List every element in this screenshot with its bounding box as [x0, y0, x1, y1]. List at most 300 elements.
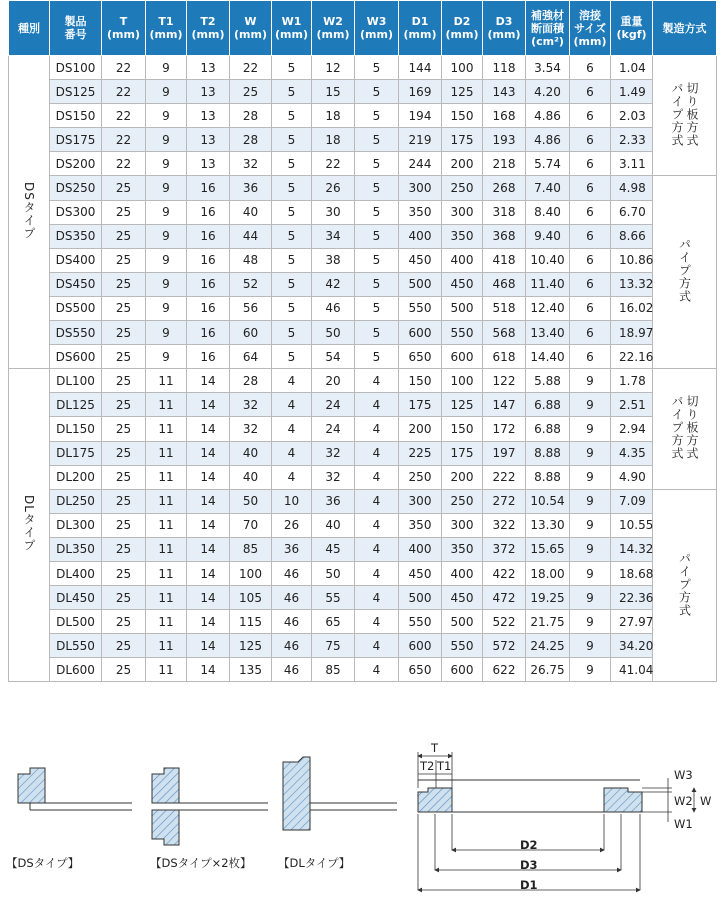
table-cell: 4: [272, 369, 312, 393]
table-cell: 24: [312, 393, 355, 417]
product-number-cell: DL400: [50, 561, 102, 585]
col-header-line: 製品: [64, 15, 87, 28]
table-row: [9, 417, 717, 441]
ds-type-x2-figure: [152, 768, 268, 845]
table-cell: 34: [312, 224, 355, 248]
table-cell: 9: [570, 513, 611, 537]
table-cell: 15: [312, 80, 355, 104]
table-cell: 9: [570, 417, 611, 441]
table-cell: 9: [146, 56, 187, 80]
table-cell: 45: [312, 537, 355, 561]
table-cell: 11: [146, 441, 187, 465]
table-cell: 400: [399, 537, 442, 561]
table-cell: 14: [187, 393, 230, 417]
table-cell: 24: [312, 417, 355, 441]
flange-diagram: [0, 730, 722, 904]
table-cell: 26.75: [526, 658, 570, 682]
table-cell: 5: [272, 345, 312, 369]
table-cell: 25: [102, 200, 146, 224]
product-number-cell: DL450: [50, 586, 102, 610]
table-cell: 25: [102, 417, 146, 441]
col-header: [312, 1, 355, 56]
col-header-line: (mm): [445, 28, 479, 41]
product-number-cell: DL250: [50, 489, 102, 513]
table-cell: 8.88: [526, 441, 570, 465]
table-cell: 25: [102, 345, 146, 369]
table-cell: 10: [272, 489, 312, 513]
table-cell: 2.94: [611, 417, 653, 441]
table-cell: 11: [146, 610, 187, 634]
table-cell: 6: [570, 224, 611, 248]
table-cell: 40: [230, 441, 272, 465]
table-cell: 9: [570, 441, 611, 465]
table-cell: 85: [312, 658, 355, 682]
table-cell: 350: [442, 537, 483, 561]
table-cell: 6: [570, 56, 611, 80]
col-header-line: W: [244, 15, 257, 28]
table-cell: 8.88: [526, 465, 570, 489]
table-row: [9, 537, 717, 561]
table-cell: 25: [102, 561, 146, 585]
table-cell: 26: [312, 176, 355, 200]
product-number-cell: DS200: [50, 152, 102, 176]
table-cell: 4: [355, 513, 399, 537]
table-cell: 500: [442, 610, 483, 634]
table-cell: 24.25: [526, 634, 570, 658]
table-cell: 65: [312, 610, 355, 634]
table-cell: 4: [355, 465, 399, 489]
table-cell: 568: [483, 321, 526, 345]
table-cell: 6.88: [526, 393, 570, 417]
product-number-cell: DS150: [50, 104, 102, 128]
product-number-cell: DS450: [50, 272, 102, 296]
col-header-line: (mm): [487, 28, 521, 41]
table-cell: 318: [483, 200, 526, 224]
table-cell: 18.97: [611, 321, 653, 345]
col-header-line: (mm): [234, 28, 267, 41]
col-header: [483, 1, 526, 56]
method-label-text: パイプ方式: [677, 238, 692, 304]
table-cell: 4: [355, 586, 399, 610]
table-cell: 225: [399, 441, 442, 465]
dim-w-label: W: [700, 794, 712, 808]
table-cell: 36: [230, 176, 272, 200]
table-cell: 125: [442, 80, 483, 104]
table-cell: 5: [272, 80, 312, 104]
method-label-text: パイプ方式: [670, 394, 684, 460]
table-row: [9, 104, 717, 128]
table-cell: 27.97: [611, 610, 653, 634]
table-cell: 115: [230, 610, 272, 634]
table-cell: 5: [272, 296, 312, 320]
table-cell: 9: [146, 176, 187, 200]
table-cell: 4.35: [611, 441, 653, 465]
table-cell: 9: [146, 128, 187, 152]
col-header-line: D1: [411, 15, 429, 28]
table-cell: 5: [355, 321, 399, 345]
product-number-cell: DL175: [50, 441, 102, 465]
table-cell: 16: [187, 248, 230, 272]
table-cell: 250: [442, 176, 483, 200]
table-cell: 40: [230, 465, 272, 489]
table-row: [9, 586, 717, 610]
table-cell: 200: [442, 152, 483, 176]
table-cell: 25: [102, 610, 146, 634]
table-cell: 9: [146, 200, 187, 224]
method-label: [653, 489, 717, 682]
col-header-line: (mm): [149, 28, 183, 41]
table-cell: 10.55: [611, 513, 653, 537]
table-row: [9, 128, 717, 152]
table-cell: 268: [483, 176, 526, 200]
col-header-line: W2: [323, 15, 343, 28]
table-cell: 14: [187, 465, 230, 489]
table-cell: 40: [230, 200, 272, 224]
col-header-line: (mm): [316, 28, 350, 41]
table-cell: 75: [312, 634, 355, 658]
table-cell: 4.86: [526, 128, 570, 152]
table-cell: 25: [102, 369, 146, 393]
table-cell: 14: [187, 658, 230, 682]
col-header-line: T1: [158, 15, 174, 28]
table-cell: 70: [230, 513, 272, 537]
table-cell: 11: [146, 417, 187, 441]
dim-d3-label: D3: [520, 858, 538, 872]
table-cell: 50: [230, 489, 272, 513]
table-cell: 10.40: [526, 248, 570, 272]
table-cell: 14: [187, 586, 230, 610]
table-cell: 13: [187, 128, 230, 152]
table-cell: 147: [483, 393, 526, 417]
table-cell: 22: [102, 104, 146, 128]
table-cell: 34.20: [611, 634, 653, 658]
col-header-line: (mm): [573, 34, 607, 48]
dl-type-caption: 【DLタイプ】: [278, 856, 351, 870]
table-cell: 135: [230, 658, 272, 682]
method-label-text: 切り板方式: [685, 81, 699, 147]
table-cell: 5: [272, 272, 312, 296]
table-cell: 10.54: [526, 489, 570, 513]
table-cell: 4.86: [526, 104, 570, 128]
product-number-cell: DL300: [50, 513, 102, 537]
col-header-line: W1: [281, 15, 302, 28]
table-cell: 5: [355, 128, 399, 152]
table-cell: 9: [570, 610, 611, 634]
table-cell: 32: [230, 417, 272, 441]
table-cell: 25: [102, 393, 146, 417]
product-number-cell: DS600: [50, 345, 102, 369]
table-cell: 550: [399, 610, 442, 634]
table-cell: 8.66: [611, 224, 653, 248]
table-cell: 41.04: [611, 658, 653, 682]
table-cell: 468: [483, 272, 526, 296]
table-cell: 105: [230, 586, 272, 610]
table-cell: 400: [399, 224, 442, 248]
table-cell: 14: [187, 561, 230, 585]
table-cell: 5: [272, 56, 312, 80]
table-cell: 400: [442, 248, 483, 272]
table-cell: 7.09: [611, 489, 653, 513]
table-cell: 16: [187, 176, 230, 200]
table-cell: 46: [272, 586, 312, 610]
col-header-line: 補強材: [531, 8, 564, 22]
table-cell: 5: [355, 296, 399, 320]
col-header-line: D2: [453, 15, 471, 28]
table-cell: 14: [187, 513, 230, 537]
table-cell: 5: [355, 200, 399, 224]
table-cell: 50: [312, 321, 355, 345]
table-cell: 4: [355, 489, 399, 513]
table-cell: 36: [312, 489, 355, 513]
table-cell: 5: [272, 248, 312, 272]
product-number-cell: DS250: [50, 176, 102, 200]
table-cell: 8.40: [526, 200, 570, 224]
table-cell: 25: [102, 272, 146, 296]
table-row: [9, 441, 717, 465]
table-cell: 30: [312, 200, 355, 224]
product-number-cell: DL100: [50, 369, 102, 393]
table-cell: 250: [442, 489, 483, 513]
table-cell: 4.98: [611, 176, 653, 200]
table-cell: 9: [570, 537, 611, 561]
table-cell: 550: [442, 321, 483, 345]
table-cell: 450: [399, 248, 442, 272]
table-cell: 10.86: [611, 248, 653, 272]
product-number-cell: DL125: [50, 393, 102, 417]
table-cell: 7.40: [526, 176, 570, 200]
table-cell: 6: [570, 272, 611, 296]
table-cell: 14: [187, 369, 230, 393]
table-row: [9, 489, 717, 513]
dim-w2-label: W2: [674, 794, 693, 808]
table-cell: 518: [483, 296, 526, 320]
table-cell: 5: [355, 224, 399, 248]
table-cell: 4: [355, 417, 399, 441]
table-cell: 28: [230, 369, 272, 393]
table-cell: 13.40: [526, 321, 570, 345]
dl-type-figure: [283, 757, 397, 830]
table-cell: 5: [272, 128, 312, 152]
table-cell: 32: [312, 465, 355, 489]
table-cell: 5: [355, 56, 399, 80]
table-cell: 244: [399, 152, 442, 176]
table-cell: 52: [230, 272, 272, 296]
table-cell: 14.32: [611, 537, 653, 561]
table-cell: 11: [146, 658, 187, 682]
table-cell: 32: [230, 152, 272, 176]
table-cell: 36: [272, 537, 312, 561]
table-cell: 9: [570, 634, 611, 658]
table-cell: 56: [230, 296, 272, 320]
table-cell: 46: [272, 561, 312, 585]
col-header-line: 製造方式: [662, 21, 707, 35]
col-header: [570, 1, 611, 56]
product-number-cell: DS350: [50, 224, 102, 248]
table-cell: 14: [187, 489, 230, 513]
table-cell: 9: [146, 224, 187, 248]
table-cell: 418: [483, 248, 526, 272]
table-cell: 48: [230, 248, 272, 272]
table-cell: 4: [272, 417, 312, 441]
table-row: [9, 80, 717, 104]
table-cell: 6: [570, 152, 611, 176]
col-header: [653, 1, 717, 56]
col-header-line: サイズ: [573, 21, 607, 35]
table-cell: 11: [146, 369, 187, 393]
table-cell: 9: [146, 321, 187, 345]
table-cell: 16: [187, 224, 230, 248]
product-number-cell: DS300: [50, 200, 102, 224]
table-cell: 64: [230, 345, 272, 369]
col-header-line: 断面積: [531, 21, 564, 35]
table-cell: 11: [146, 537, 187, 561]
table-row: [9, 321, 717, 345]
product-number-cell: DS175: [50, 128, 102, 152]
table-cell: 4: [355, 561, 399, 585]
col-header: [187, 1, 230, 56]
product-number-cell: DL200: [50, 465, 102, 489]
table-row: [9, 610, 717, 634]
table-cell: 175: [399, 393, 442, 417]
table-cell: 5.74: [526, 152, 570, 176]
table-cell: 25: [102, 441, 146, 465]
table-cell: 300: [399, 489, 442, 513]
table-row: [9, 393, 717, 417]
table-cell: 5: [355, 80, 399, 104]
table-cell: 16: [187, 296, 230, 320]
table-cell: 622: [483, 658, 526, 682]
table-cell: 9: [570, 658, 611, 682]
product-number-cell: DL550: [50, 634, 102, 658]
col-header-line: 種別: [18, 21, 40, 35]
table-cell: 4: [355, 441, 399, 465]
table-cell: 13: [187, 56, 230, 80]
table-cell: 50: [312, 561, 355, 585]
table-cell: 14: [187, 634, 230, 658]
product-number-cell: DL350: [50, 537, 102, 561]
product-number-cell: DS125: [50, 80, 102, 104]
table-cell: 2.33: [611, 128, 653, 152]
col-header: [526, 1, 570, 56]
table-cell: 22: [230, 56, 272, 80]
method-label: [653, 369, 717, 489]
table-cell: 13.32: [611, 272, 653, 296]
ds-type-figure: [18, 768, 132, 810]
table-row: [9, 224, 717, 248]
type-label: [9, 369, 50, 682]
table-cell: 600: [442, 658, 483, 682]
table-cell: 600: [399, 634, 442, 658]
table-cell: 175: [442, 441, 483, 465]
product-number-cell: DS500: [50, 296, 102, 320]
table-cell: 143: [483, 80, 526, 104]
table-cell: 25: [102, 296, 146, 320]
product-number-cell: DL500: [50, 610, 102, 634]
table-cell: 322: [483, 513, 526, 537]
table-cell: 522: [483, 610, 526, 634]
table-cell: 46: [272, 634, 312, 658]
col-header-line: (mm): [275, 28, 308, 41]
table-cell: 6: [570, 345, 611, 369]
col-header: [399, 1, 442, 56]
table-cell: 18: [312, 104, 355, 128]
type-label-text: DLタイプ: [22, 495, 36, 553]
table-cell: 450: [442, 272, 483, 296]
table-cell: 219: [399, 128, 442, 152]
table-cell: 6: [570, 104, 611, 128]
table-cell: 500: [399, 586, 442, 610]
dim-t-label: T: [431, 741, 439, 755]
ds-type-x2-caption: 【DSタイプ×2枚】: [150, 856, 252, 870]
col-header: [102, 1, 146, 56]
col-header: [442, 1, 483, 56]
table-cell: 5: [355, 345, 399, 369]
table-cell: 11: [146, 513, 187, 537]
table-row: [9, 465, 717, 489]
table-body: [9, 56, 717, 682]
col-header: [230, 1, 272, 56]
table-cell: 25: [102, 658, 146, 682]
table-cell: 16: [187, 272, 230, 296]
table-cell: 193: [483, 128, 526, 152]
col-header-line: (mm): [107, 28, 140, 41]
col-header: [611, 1, 653, 56]
table-cell: 169: [399, 80, 442, 104]
dim-t1-label: T1: [437, 759, 452, 773]
table-cell: 400: [442, 561, 483, 585]
table-cell: 22.16: [611, 345, 653, 369]
table-cell: 200: [399, 417, 442, 441]
ds-type-caption: 【DSタイプ】: [6, 856, 80, 870]
table-cell: 472: [483, 586, 526, 610]
table-cell: 9: [570, 561, 611, 585]
table-cell: 150: [442, 104, 483, 128]
table-cell: 25: [102, 489, 146, 513]
table-cell: 28: [230, 104, 272, 128]
table-cell: 600: [399, 321, 442, 345]
table-row: [9, 152, 717, 176]
header-row: [9, 1, 717, 56]
table-cell: 5: [272, 200, 312, 224]
table-cell: 6: [570, 321, 611, 345]
table-cell: 450: [399, 561, 442, 585]
table-cell: 11: [146, 489, 187, 513]
table-cell: 250: [399, 465, 442, 489]
table-cell: 9: [146, 104, 187, 128]
table-cell: 40: [312, 513, 355, 537]
dim-w3-label: W3: [674, 768, 693, 782]
table-cell: 18.00: [526, 561, 570, 585]
dim-w1-label: W1: [674, 817, 693, 831]
table-cell: 85: [230, 537, 272, 561]
table-cell: 16: [187, 321, 230, 345]
dim-d1-label: D1: [520, 878, 538, 892]
table-cell: 1.78: [611, 369, 653, 393]
table-cell: 42: [312, 272, 355, 296]
table-cell: 4: [355, 634, 399, 658]
table-cell: 11: [146, 634, 187, 658]
table-cell: 4: [272, 441, 312, 465]
table-cell: 125: [442, 393, 483, 417]
table-cell: 300: [442, 513, 483, 537]
table-cell: 1.49: [611, 80, 653, 104]
table-cell: 368: [483, 224, 526, 248]
table-cell: 194: [399, 104, 442, 128]
table-cell: 150: [442, 417, 483, 441]
col-header-line: (cm²): [531, 34, 564, 48]
table-cell: 4: [355, 610, 399, 634]
table-row: [9, 200, 717, 224]
